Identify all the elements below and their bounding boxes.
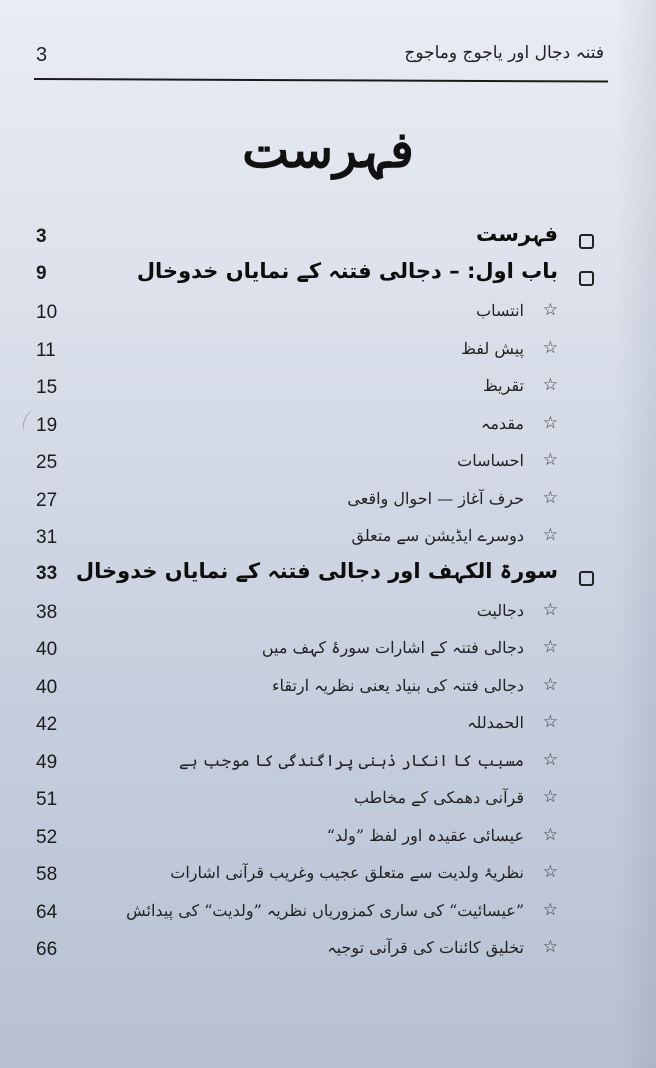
- star-bullet-icon: ☆: [542, 899, 558, 920]
- header-divider: [34, 78, 608, 83]
- toc-page-number: 49: [36, 751, 58, 773]
- toc-page-number: 40: [36, 676, 58, 698]
- toc-section-row: [36, 371, 596, 409]
- toc-page-number: 38: [36, 601, 58, 623]
- star-bullet-icon: ☆: [542, 375, 558, 395]
- toc-entry-title: سورۃ الکہف اور دجالی فتنہ کے نمایاں خدوخال: [75, 558, 558, 583]
- star-bullet-icon: ☆: [542, 337, 558, 358]
- toc-section-row: [36, 596, 596, 634]
- toc-entry-title: باب اول: – دجالی فتنہ کے نمایاں خدوخال: [136, 259, 558, 283]
- toc-entry-title: الحمدللہ: [467, 713, 524, 732]
- toc-chapter-row: [36, 222, 596, 259]
- star-bullet-icon: ☆: [542, 824, 558, 845]
- toc-entry-title: احساسات: [457, 451, 524, 470]
- toc-entry-title: نظریۂ ولدیت سے متعلق عجیب وغریب قرآنی اشارات: [170, 863, 524, 882]
- toc-entry-title: پیش لفظ: [461, 338, 524, 358]
- toc-entry-title: فہرست: [475, 222, 558, 246]
- star-bullet-icon: ☆: [542, 599, 558, 620]
- toc-section-row: [36, 409, 596, 447]
- toc-entry-title: تقریظ: [482, 376, 524, 395]
- toc-page-number: 10: [36, 302, 58, 323]
- star-bullet-icon: ☆: [542, 674, 558, 695]
- running-title: فتنہ دجال اور یاجوج وماجوج: [404, 43, 604, 63]
- box-bullet-icon: [579, 271, 594, 286]
- table-of-contents: [36, 222, 596, 971]
- toc-entry-title: دجالی فتنہ کے اشارات سورۂ کہف میں: [261, 638, 524, 657]
- toc-chapter-row: [36, 559, 596, 596]
- star-bullet-icon: ☆: [542, 787, 558, 807]
- toc-chapter-row: [36, 259, 596, 296]
- toc-section-row: [36, 708, 596, 746]
- toc-page-number: 52: [36, 826, 58, 848]
- toc-entry-title: مقدمہ: [480, 413, 524, 433]
- toc-entry-title: ”عیسائیت“ کی ساری کمزوریاں نظریہ ”ولدیت“ کی پیدائش: [126, 900, 524, 920]
- toc-section-row: [36, 446, 596, 484]
- toc-section-row: [36, 821, 596, 859]
- toc-page-number: 31: [36, 527, 58, 548]
- toc-section-row: [36, 484, 596, 522]
- toc-page-number: 15: [36, 377, 58, 398]
- page-header: [34, 32, 606, 82]
- toc-entry-title: دوسرے ایڈیشن سے متعلق: [351, 526, 524, 545]
- star-bullet-icon: ☆: [542, 525, 558, 545]
- toc-section-row: [36, 933, 596, 971]
- toc-page-number: 64: [36, 901, 58, 923]
- star-bullet-icon: ☆: [542, 712, 558, 732]
- toc-section-row: [36, 521, 596, 559]
- toc-page-number: 19: [36, 414, 58, 436]
- toc-page-number: 42: [36, 714, 58, 735]
- toc-section-row: [36, 858, 596, 896]
- toc-entry-title: تخلیق کائنات کی قرآنی توجیہ: [327, 938, 524, 957]
- page-title: فہرست: [242, 120, 414, 179]
- star-bullet-icon: ☆: [542, 412, 558, 433]
- star-bullet-icon: ☆: [542, 300, 558, 320]
- star-bullet-icon: ☆: [542, 487, 558, 508]
- toc-section-row: [36, 671, 596, 709]
- star-bullet-icon: ☆: [542, 862, 558, 882]
- toc-entry-title: دجالیت: [476, 600, 524, 620]
- toc-section-row: [36, 783, 596, 821]
- toc-entry-title: قرآنی دھمکی کے مخاطب: [353, 788, 524, 807]
- star-bullet-icon: ☆: [542, 637, 558, 657]
- star-bullet-icon: ☆: [542, 749, 558, 770]
- toc-section-row: [36, 896, 596, 934]
- toc-entry-title: انتساب: [476, 301, 524, 320]
- toc-section-row: [36, 334, 596, 372]
- toc-section-row: [36, 633, 596, 671]
- toc-page-number: 11: [36, 339, 56, 361]
- page-number: 3: [36, 44, 48, 66]
- toc-page-number: 27: [36, 489, 58, 511]
- toc-section-row: [36, 746, 596, 784]
- toc-page-number: 33: [36, 562, 58, 584]
- toc-page-number: 51: [36, 789, 58, 810]
- star-bullet-icon: ☆: [542, 937, 558, 957]
- toc-page-number: 25: [36, 452, 58, 473]
- box-bullet-icon: [579, 571, 594, 586]
- toc-page-number: 58: [36, 864, 58, 885]
- toc-page-number: 9: [36, 263, 47, 284]
- toc-entry-title: عیسائی عقیدہ اور لفظ ”ولد“: [326, 825, 524, 845]
- toc-entry-title: مسبب کا انکار ذہنی پراگندگی کا موجب ہے: [179, 750, 524, 770]
- toc-page-number: 3: [36, 226, 47, 247]
- toc-entry-title: دجالی فتنہ کی بنیاد یعنی نظریہ ارتقاء: [271, 675, 524, 695]
- toc-page-number: 40: [36, 639, 58, 660]
- toc-entry-title: حرف آغاز — احوال واقعی: [347, 488, 524, 508]
- star-bullet-icon: ☆: [542, 450, 558, 470]
- toc-section-row: [36, 296, 596, 334]
- toc-page-number: 66: [36, 939, 58, 960]
- box-bullet-icon: [579, 234, 594, 249]
